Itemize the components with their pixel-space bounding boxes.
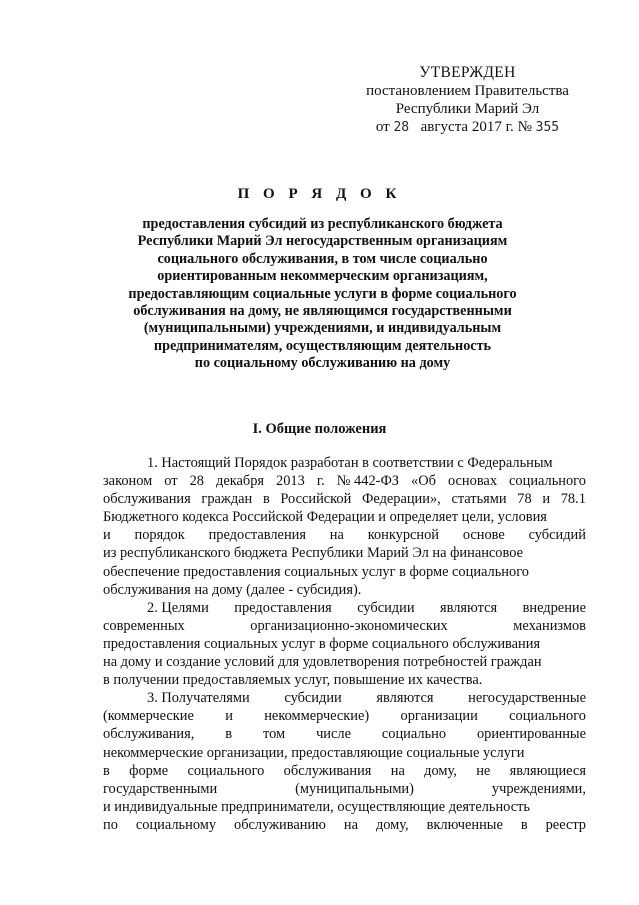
- body-text-segment: декабря: [216, 473, 265, 490]
- body-text-segment: обеспечение предоставления социальных услуг в форме социального: [103, 563, 529, 580]
- body-line: [103, 544, 586, 562]
- body-text-segment: конкурсной: [367, 527, 440, 544]
- body-text-segment: обслуживания на дому (далее - субсидия).: [103, 581, 362, 598]
- number-sign: №: [517, 119, 532, 135]
- body-text-segment: негосударственные: [468, 690, 586, 707]
- body-text-segment: обслуживания,: [103, 726, 195, 743]
- body-line: [103, 617, 586, 635]
- approval-line-decree: постановлением Правительства: [366, 83, 569, 99]
- decree-number: 355: [535, 120, 560, 135]
- body-text-segment: Бюджетного кодекса Российской Федерации и определяет цели, условия: [103, 509, 547, 526]
- body-text-segment: в: [262, 491, 270, 508]
- body-text-segment: от: [164, 473, 178, 490]
- body-line: [103, 490, 586, 508]
- body-line: [103, 454, 586, 472]
- body-text-segment: и: [103, 527, 111, 544]
- body-text-segment: механизмов: [513, 617, 586, 634]
- document-title: П О Р Я Д О К: [237, 186, 402, 202]
- body-text-segment: предоставления: [234, 599, 332, 616]
- body-text-segment: в: [520, 816, 528, 833]
- body-text-segment: дому,: [375, 816, 409, 833]
- body-text-segment: социального: [509, 473, 586, 490]
- body-text-segment: и: [542, 491, 551, 508]
- section-heading: I. Общие положения: [252, 421, 387, 437]
- date-year: 2017 г.: [471, 119, 514, 135]
- body-line: [103, 725, 586, 743]
- body-text-segment: субсидий: [528, 527, 586, 544]
- body-text-segment: социальному: [135, 816, 217, 833]
- body-text-segment: основе: [462, 527, 505, 544]
- body-line: [103, 508, 586, 526]
- body-text-segment: обслуживанию: [234, 816, 326, 833]
- body-text-segment: обслуживания: [103, 491, 191, 508]
- body-text-segment: законом: [103, 473, 153, 490]
- body-text-segment: форме: [129, 762, 169, 779]
- body-text-segment: являющиеся: [509, 762, 586, 779]
- body-text-segment: № 442-ФЗ: [336, 473, 400, 490]
- body-text-segment: по: [103, 816, 118, 833]
- body-text-segment: не: [476, 762, 491, 779]
- body-text-segment: в: [225, 726, 233, 743]
- body-text-segment: в: [103, 762, 110, 779]
- body-text-segment: статьями: [451, 491, 507, 508]
- body-text-segment: являются: [376, 690, 434, 707]
- body-text-segment: некоммерческие организации, предоставляющие социальные услуги: [103, 744, 525, 761]
- body-text-segment: Российской: [280, 491, 352, 508]
- body-text-segment: включенные: [426, 816, 503, 833]
- body-text-segment: числе: [316, 726, 351, 743]
- body-text-segment: в получении предоставляемых услуг, повышение их качества.: [103, 672, 483, 689]
- body-text-segment: 3. Получателями: [147, 690, 250, 707]
- date-day: 28: [393, 120, 410, 135]
- body-text-segment: организации: [400, 708, 478, 725]
- approval-title: УТВЕРЖДЕН: [419, 64, 516, 81]
- body-text-segment: на: [390, 762, 405, 779]
- body-line: [103, 689, 586, 707]
- subtitle-line: по социальному обслуживанию на дому: [194, 355, 451, 372]
- body-line: [103, 744, 586, 762]
- body-text-segment: (коммерческие: [103, 708, 194, 725]
- body-line: [103, 563, 586, 581]
- body-text-segment: том: [263, 726, 286, 743]
- subtitle-line: социального обслуживания, в том числе социально: [157, 250, 488, 267]
- body-line: [103, 635, 586, 653]
- body-text-segment: и индивидуальные предприниматели, осуществляющие деятельность: [103, 798, 530, 815]
- body-text-segment: дому,: [424, 762, 457, 779]
- body-text-segment: субсидии: [357, 599, 415, 616]
- approval-line-republic: Республики Марий Эл: [395, 101, 540, 117]
- body-text-segment: ориентированные: [476, 726, 586, 743]
- body-text-segment: на: [343, 816, 358, 833]
- subtitle-line: предоставления субсидий из республиканского бюджета: [142, 216, 503, 232]
- body-text-segment: на: [329, 527, 344, 544]
- date-prefix: от: [375, 119, 390, 135]
- body-text-segment: предоставления: [208, 527, 306, 544]
- body-text-segment: на дому и создание условий для удовлетворения потребностей граждан: [103, 654, 542, 671]
- body-line: [103, 599, 586, 617]
- body-text-segment: 2. Целями: [147, 599, 209, 616]
- subtitle-line: (муниципальными) учреждениями, и индивидуальным: [143, 320, 502, 337]
- body-text-segment: субсидии: [284, 690, 342, 707]
- body-text-segment: (муниципальными): [295, 780, 414, 797]
- document-subtitle: [100, 216, 545, 373]
- body-text-segment: 78: [517, 491, 532, 508]
- body-text-segment: «Об: [411, 473, 436, 490]
- body-text-segment: г.: [316, 473, 325, 490]
- body-text-segment: являются: [440, 599, 498, 616]
- body-text-segment: 2013: [276, 473, 305, 490]
- body-text-segment: Федерации»,: [362, 491, 441, 508]
- subtitle-line: обслуживания на дому, не являющимся государственными: [133, 303, 512, 320]
- body-line: [103, 526, 586, 544]
- body-text-segment: социального: [187, 762, 265, 779]
- body-text-segment: 78.1: [560, 491, 586, 508]
- body-line: [103, 762, 586, 780]
- body-text-segment: из республиканского бюджета Республики Марий Эл на финансовое: [103, 545, 523, 562]
- body-text-segment: граждан: [201, 491, 253, 508]
- date-month: августа: [420, 119, 469, 135]
- subtitle-line: предпринимателям, осуществляющим деятельность: [153, 337, 492, 354]
- body-text-segment: учреждениями,: [491, 780, 586, 797]
- body-text-segment: государственными: [103, 780, 218, 797]
- body-line: [103, 707, 586, 725]
- body-line: [103, 816, 586, 834]
- body-line: [103, 671, 586, 689]
- body-line: [103, 653, 586, 671]
- approval-date-line: [360, 118, 575, 137]
- approval-block: [360, 64, 575, 137]
- body-line: [103, 472, 586, 490]
- body-text-segment: некоммерческие): [264, 708, 370, 725]
- body-text-segment: обслуживания: [283, 762, 372, 779]
- body-line: [103, 581, 586, 599]
- body-text-segment: внедрение: [522, 599, 586, 616]
- body-text-segment: 28: [189, 473, 204, 490]
- body-text: [103, 454, 586, 834]
- body-text-segment: порядок: [134, 527, 185, 544]
- body-text-segment: реестр: [545, 816, 586, 833]
- body-text-segment: и: [225, 708, 233, 725]
- body-text-segment: 1. Настоящий Порядок разработан в соответствии с Федеральным: [147, 455, 553, 471]
- body-text-segment: социального: [509, 708, 586, 725]
- subtitle-line: предоставляющим социальные услуги в форме социального: [128, 285, 517, 302]
- subtitle-line: Республики Марий Эл негосударственным организациям: [137, 233, 508, 250]
- body-line: [103, 780, 586, 798]
- body-text-segment: основах: [447, 473, 498, 490]
- body-text-segment: организационно-экономических: [250, 617, 448, 634]
- body-text-segment: современных: [103, 617, 185, 634]
- subtitle-line: ориентированным некоммерческим организациям,: [157, 268, 488, 285]
- body-text-segment: социально: [381, 726, 447, 743]
- body-line: [103, 798, 586, 816]
- body-text-segment: предоставления социальных услуг в форме социального обслуживания: [103, 635, 541, 652]
